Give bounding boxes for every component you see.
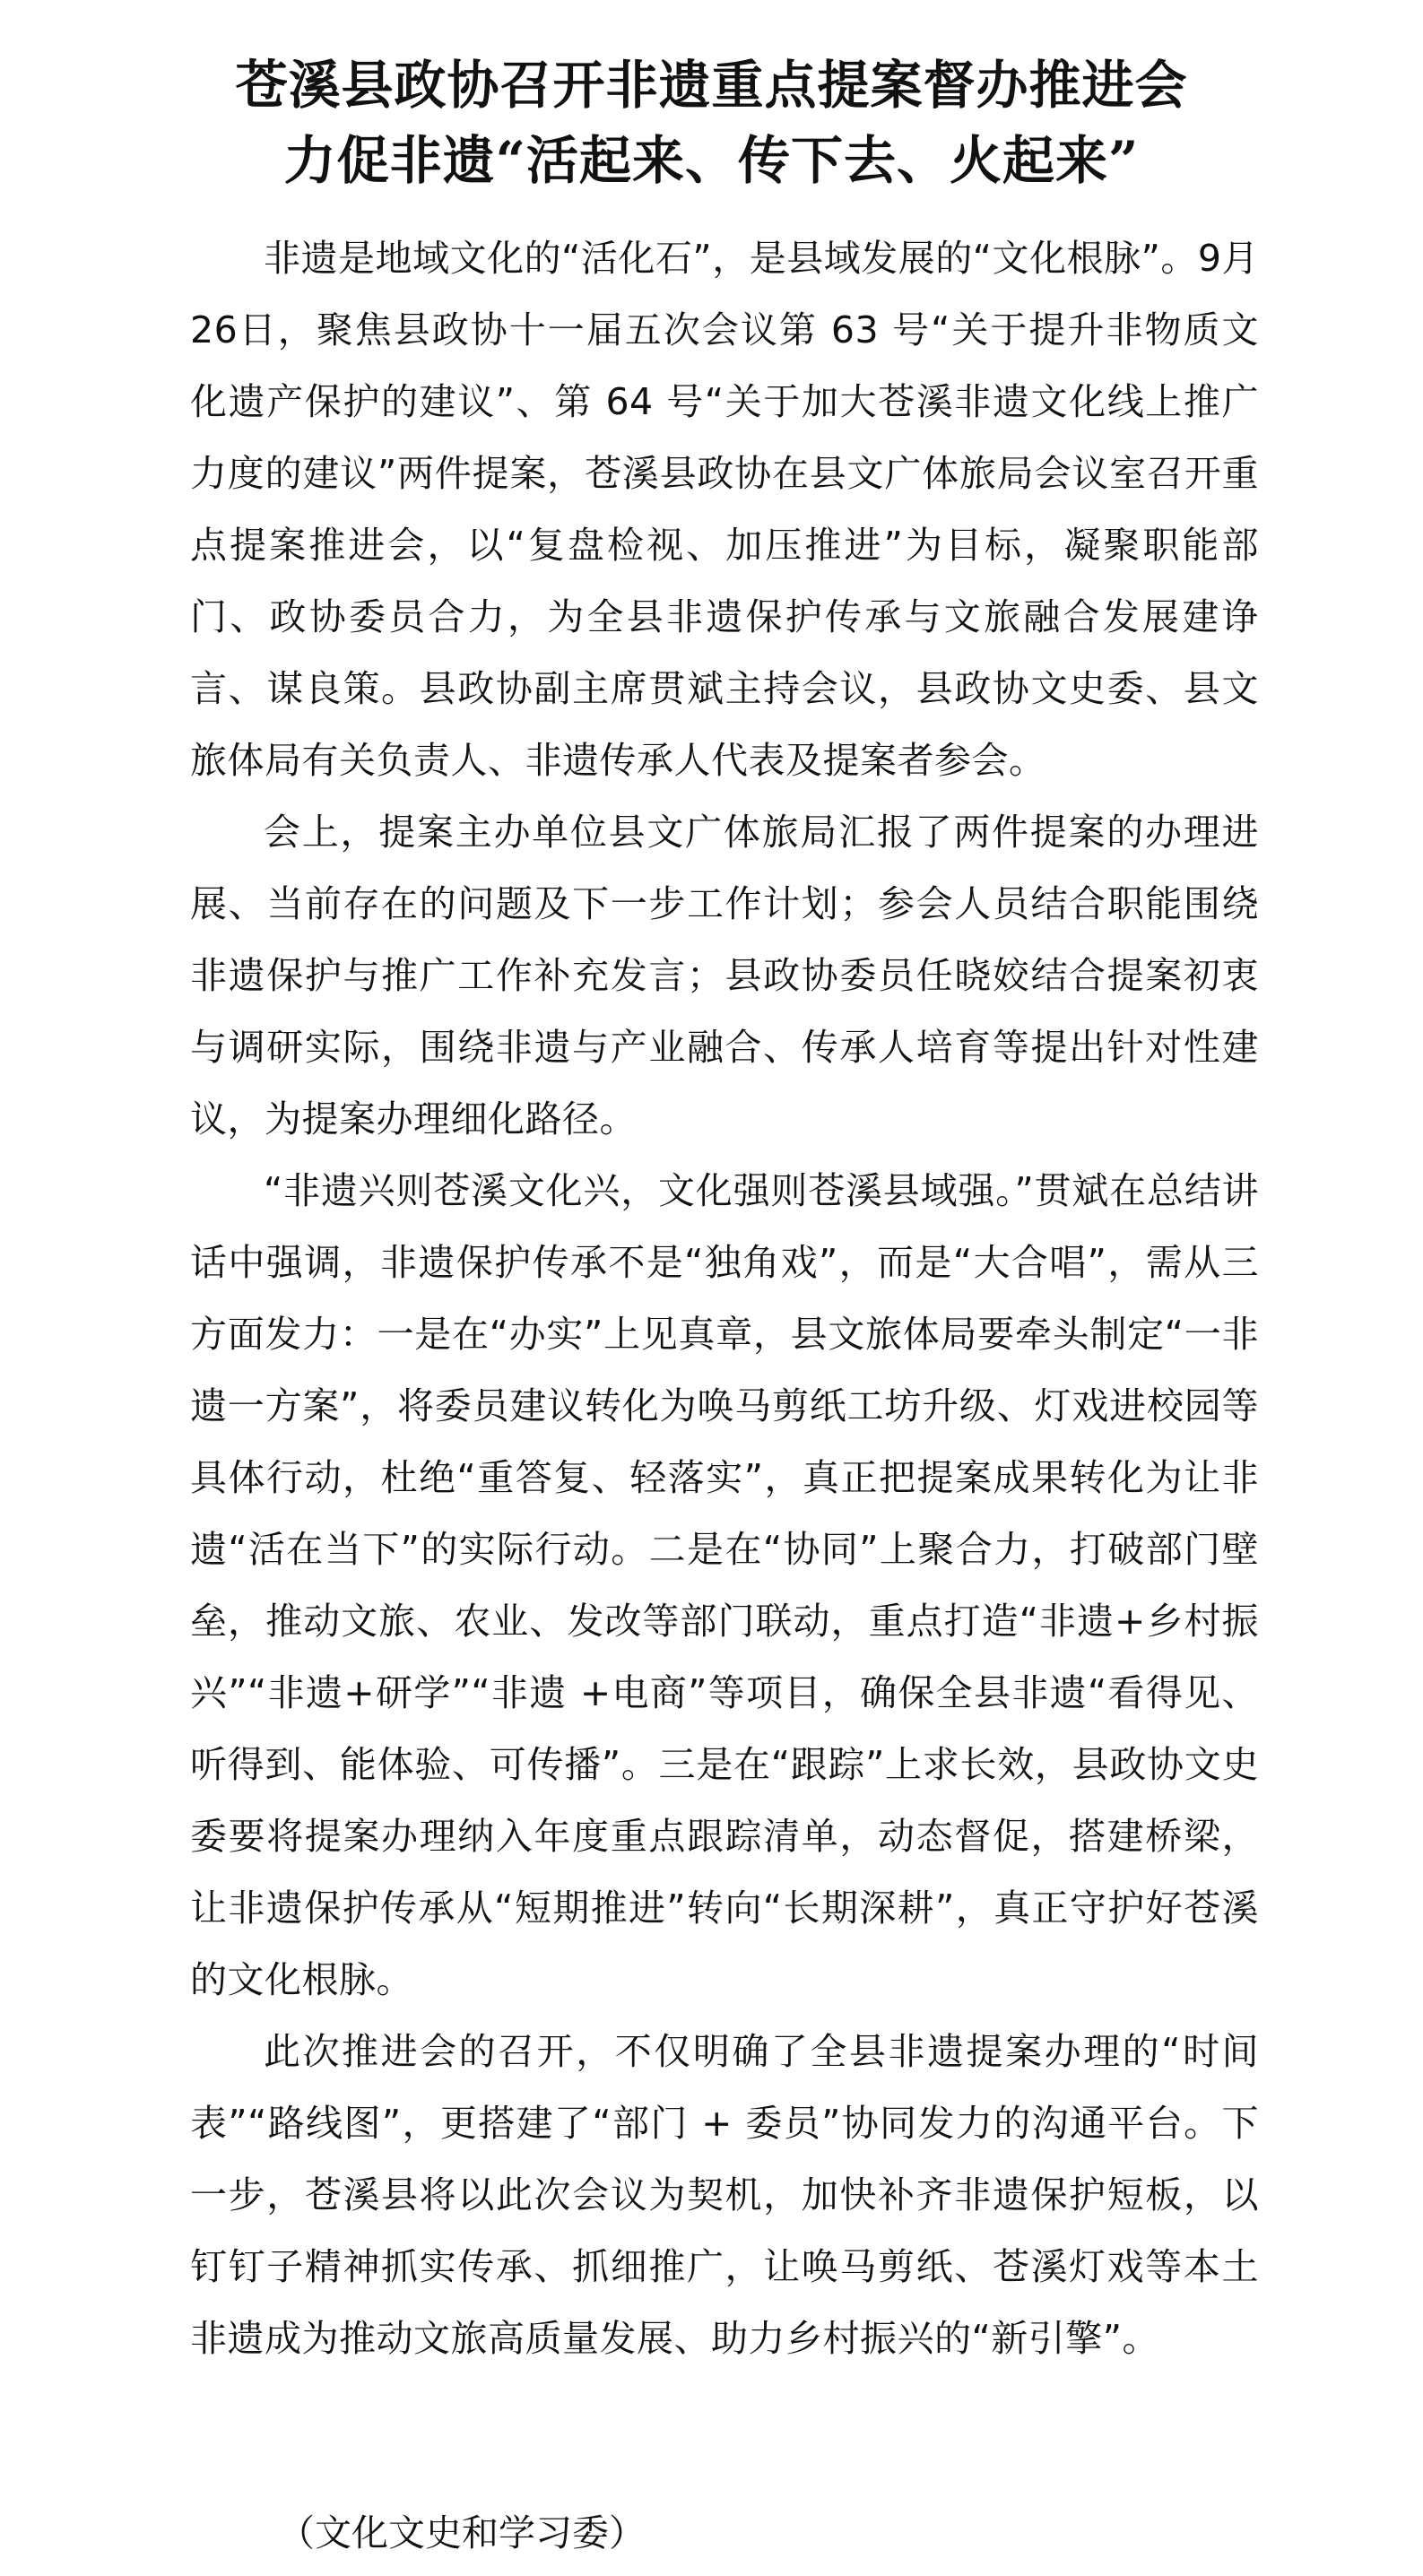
paragraph-3: “非遗兴则苍溪文化兴，文化强则苍溪县域强。”贯斌在总结讲话中强调，非遗保护传承不是“独角戏”，而是“大合唱”，需从三方面发力：一是在“办实”上见真章，县文旅体局要牵头制定“一非遗一方案”，将委员建议转化为唤马剪纸工坊升级、灯戏进校园等具体行动，杜绝“重答复、轻落实”，真正把提案成果转化为让非遗“活在当下”的实际行动。二是在“协同”上聚合力，打破部门壁垒，推动文旅、农业、发改等部门联动，重点打造“非遗+乡村振兴”“非遗+研学”“非遗 +电商”等项目，确保全县非遗“看得见、听得到、能体验、可传播”。三是在“跟踪”上求长效，县政协文史委要将提案办理纳入年度重点跟踪清单，动态督促，搭建桥梁，让非遗保护传承从“短期推进”转向“长期深耕”，真正守护好苍溪的文化根脉。 <box>190 1169 1259 2001</box>
paragraph-1: 非遗是地域文化的“活化石”，是县域发展的“文化根脉”。9月26日，聚焦县政协十一届五次会议第 63 号“关于提升非物质文化遗产保护的建议”、第 64 号“关于加大苍溪非遗文化线上推广力度的建议”两件提案，苍溪县政协在县文广体旅局会议室召开重点提案推进会，以“复盘检视、加压推进”为目标，凝聚职能部门、政协委员合力，为全县非遗保护传承与文旅融合发展建诤言、谋良策。县政协副主席贯斌主持会议，县政协文史委、县文旅体局有关负责人、非遗传承人代表及提案者参会。 <box>190 237 1259 782</box>
title-line-1: 苍溪县政协召开非遗重点提案督办推进会 <box>235 54 1188 116</box>
byline: （文化文史和学习委） <box>278 2511 646 2554</box>
article-body <box>190 222 1259 2374</box>
paragraph-2: 会上，提案主办单位县文广体旅局汇报了两件提案的办理进展、当前存在的问题及下一步工作计划；参会人员结合职能围绕非遗保护与推广工作补充发言；县政协委员任晓姣结合提案初衷与调研实际，围绕非遗与产业融合、传承人培育等提出针对性建议，为提案办理细化路径。 <box>190 811 1259 1141</box>
article-title <box>0 48 1423 198</box>
title-line-2: 力促非遗“活起来、传下去、火起来” <box>283 129 1140 191</box>
paragraph-4: 此次推进会的召开，不仅明确了全县非遗提案办理的“时间表”“路线图”，更搭建了“部门 + 委员”协同发力的沟通平台。下一步，苍溪县将以此次会议为契机，加快补齐非遗保护短板，以钉钉子精神抓实传承、抓细推广，让唤马剪纸、苍溪灯戏等本土非遗成为推动文旅高质量发展、助力乡村振兴的“新引擎”。 <box>190 2030 1259 2360</box>
